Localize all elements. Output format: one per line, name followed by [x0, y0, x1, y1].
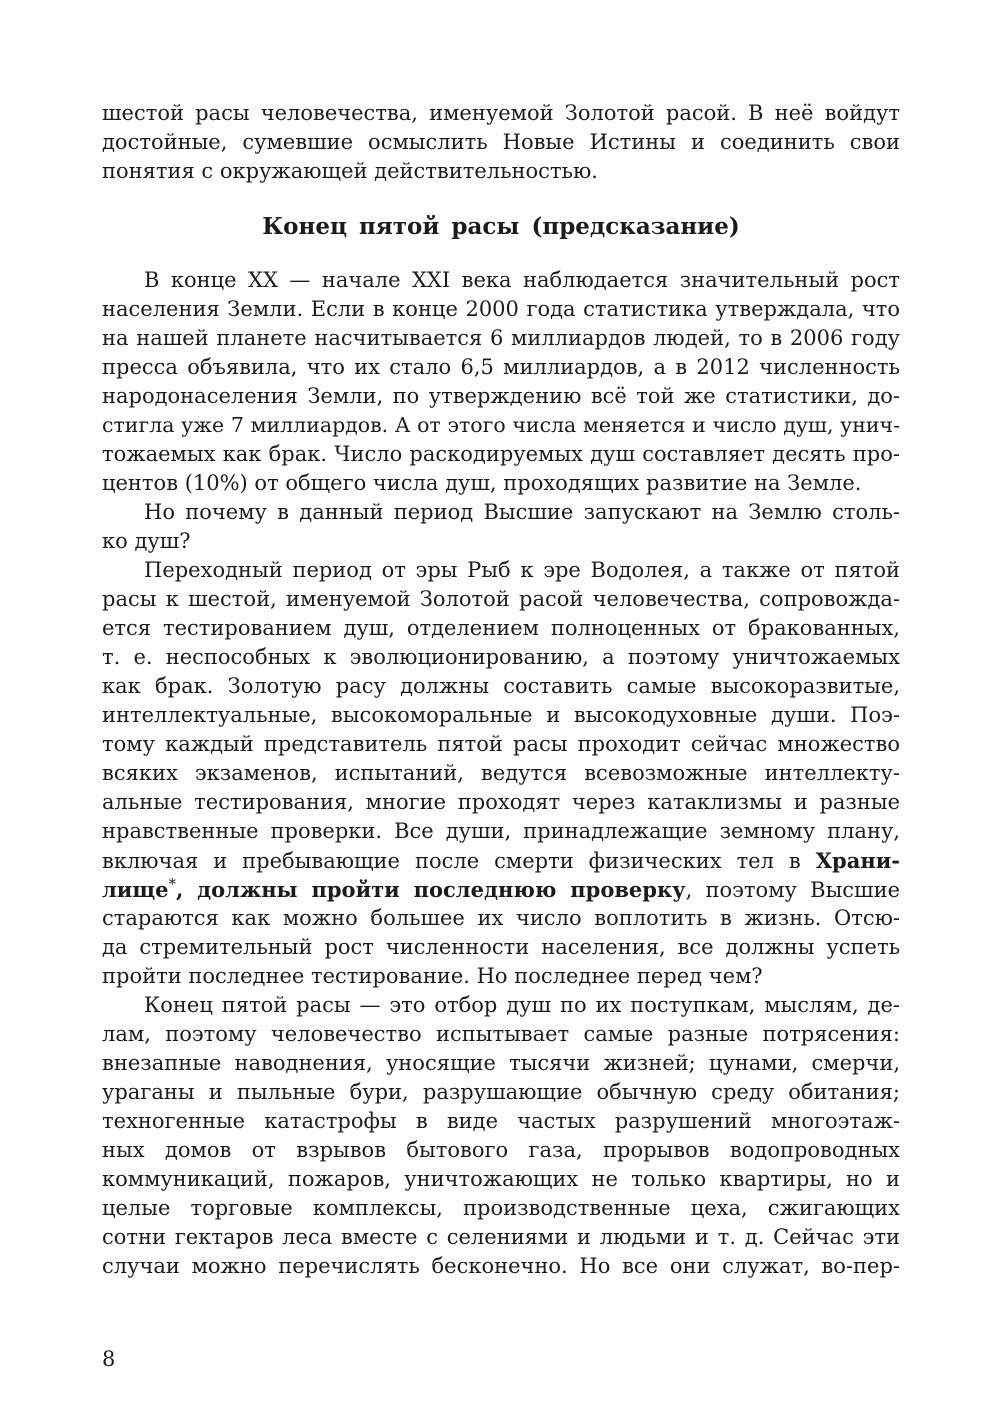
- text-line: понятия с окружающей действительностью.: [102, 159, 598, 183]
- text-line: ется тестированием душ, отделением полноценных от бракованных,: [102, 616, 900, 640]
- paragraph-1: [102, 266, 900, 498]
- page-body: [102, 99, 900, 1281]
- text-line: Переходный период от эры Рыб к эре Водолея, а также от пятой: [144, 558, 900, 582]
- plain-text: , поэтому Высшие: [685, 878, 900, 902]
- text-line: целые торговые комплексы, производственные цеха, сжигающих: [102, 1196, 900, 1220]
- text-line: т. е. неспособных к эволюционированию, а поэтому уничтожаемых: [102, 645, 900, 669]
- paragraph-2: [102, 498, 900, 556]
- text-line: случаи можно перечислять бесконечно. Но все они служат, во-пер-: [102, 1254, 900, 1278]
- text-line: народонаселения Земли, по утверждению всё той же статистики, до-: [102, 384, 900, 408]
- text-line: достойные, сумевшие осмыслить Новые Истины и соединить свои: [102, 130, 900, 154]
- text-line: ных домов от взрывов бытового газа, прорывов водопроводных: [102, 1138, 900, 1162]
- text-line: коммуникаций, пожаров, уничтожающих не только квартиры, но и: [102, 1167, 900, 1191]
- paragraph-3: [102, 556, 900, 991]
- text-line-rich: [102, 846, 900, 875]
- text-line: да стремительный рост численности населения, все должны успеть: [102, 935, 900, 959]
- bold-text: , должны пройти последнюю проверку: [175, 877, 686, 902]
- text-line: Но почему в данный период Высшие запускают на Землю столь-: [144, 500, 900, 524]
- footnote-marker[interactable]: *: [168, 875, 176, 893]
- text-line-rich: [102, 875, 900, 904]
- text-line: тому каждый представитель пятой расы проходит сейчас множество: [102, 732, 900, 756]
- text-line: нравственные проверки. Все души, принадлежащие земному плану,: [102, 819, 900, 843]
- text-line: тожаемых как брак. Число раскодируемых душ составляет десять про-: [102, 442, 900, 466]
- text-line: В конце XX — начале XXI века наблюдается значительный рост: [144, 268, 900, 292]
- text-line: стараются как можно большее их число воплотить в жизнь. Отсю-: [102, 906, 900, 930]
- text-line: альные тестирования, многие проходят через катаклизмы и разные: [102, 790, 900, 814]
- text-line: техногенные катастрофы в виде частых разрушений многоэтаж-: [102, 1109, 900, 1133]
- intro-paragraph: [102, 99, 900, 186]
- text-line: расы к шестой, именуемой Золотой расой человечества, сопровожда-: [102, 587, 900, 611]
- text-line: интеллектуальные, высокоморальные и высокодуховные души. Поэ-: [102, 703, 900, 727]
- bold-text: лище: [102, 877, 169, 902]
- text-line: пройти последнее тестирование. Но последнее перед чем?: [102, 964, 763, 988]
- page-number: 8: [102, 1347, 116, 1371]
- text-line: на нашей планете насчитывается 6 миллиардов людей, то в 2006 году: [102, 326, 900, 350]
- text-line: шестой расы человечества, именуемой Золотой расой. В неё войдут: [102, 101, 900, 125]
- text-line: пресса объявила, что их стало 6,5 миллиардов, а в 2012 численность: [102, 355, 900, 379]
- text-line: как брак. Золотую расу должны составить самые высокоразвитые,: [102, 674, 900, 698]
- text-line: ураганы и пыльные бури, разрушающие обычную среду обитания;: [102, 1080, 900, 1104]
- bold-text: Храни-: [815, 848, 900, 873]
- text-line: лам, поэтому человечество испытывает самые разные потрясения:: [102, 1022, 900, 1046]
- text-line: Конец пятой расы — это отбор душ по их поступкам, мыслям, де-: [144, 993, 900, 1017]
- text-line: внезапные наводнения, уносящие тысячи жизней; цунами, смерчи,: [102, 1051, 900, 1075]
- text-line: стигла уже 7 миллиардов. А от этого числа меняется и число душ, унич-: [102, 413, 900, 437]
- text-line: населения Земли. Если в конце 2000 года статистика утверждала, что: [102, 297, 900, 321]
- paragraph-4: [102, 991, 900, 1281]
- text-line: всяких экзаменов, испытаний, ведутся всевозможные интеллекту-: [102, 761, 900, 785]
- text-line: сотни гектаров леса вместе с селениями и людьми и т. д. Сейчас эти: [102, 1225, 900, 1249]
- text-line: ко душ?: [102, 529, 191, 553]
- section-heading: Конец пятой расы (предсказание): [262, 213, 740, 240]
- text-line: центов (10%) от общего числа душ, проходящих развитие на Земле.: [102, 471, 862, 495]
- plain-text: включая и пребывающие после смерти физических тел в: [102, 849, 816, 873]
